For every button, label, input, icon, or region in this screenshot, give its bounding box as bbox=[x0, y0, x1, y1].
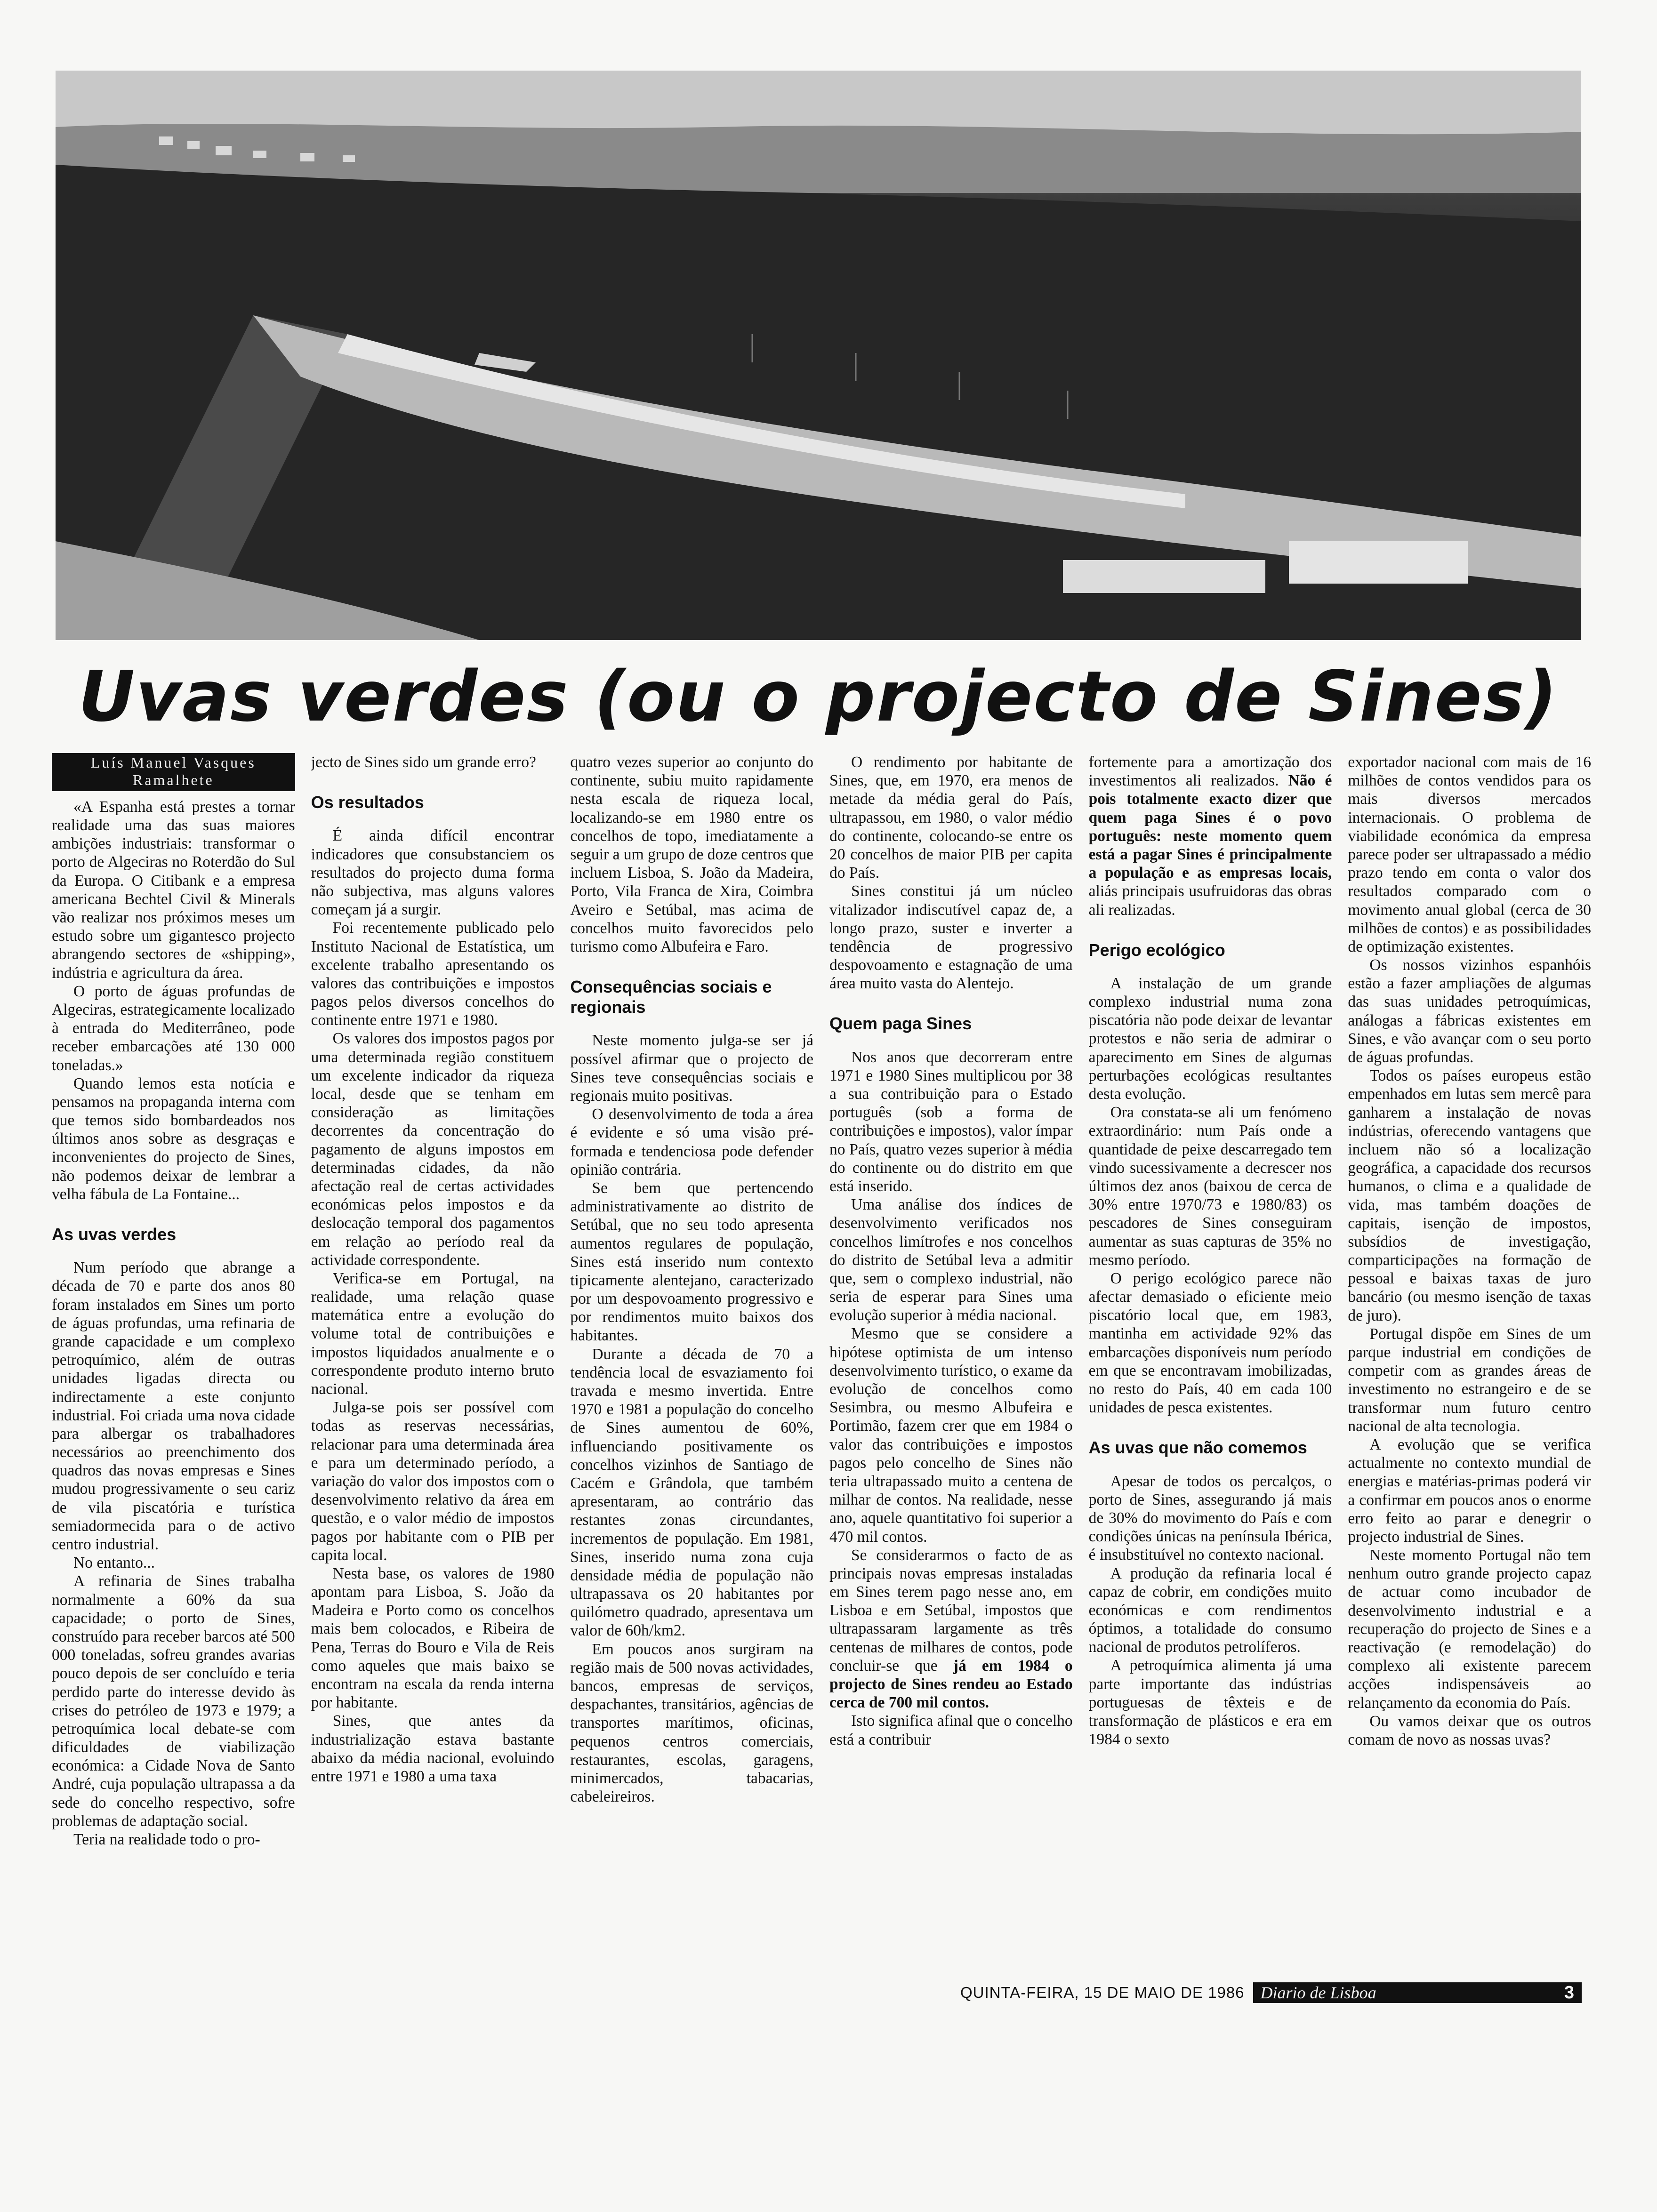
emphasis-text: já em 1984 o projecto de Sines rendeu ao Estado cerca de 700 mil contos. bbox=[829, 1657, 1073, 1712]
article-columns bbox=[52, 753, 1591, 1944]
paragraph: Quando lemos esta notícia e pensamos na propaganda interna com que temos sido bombardeados nos últimos anos sobre as desgraças e inconvenientes do projecto de Sines, não podemos deixar de lembrar a velha fábula de La Fontaine... bbox=[52, 1074, 295, 1203]
section-heading: Perigo ecológico bbox=[1088, 940, 1225, 960]
paragraph: quatro vezes superior ao conjunto do continente, subiu muito rapidamente nesta escala de riqueza local, localizando-se em 1980 entre os concelhos de topo, imediatamente a seguir a um grupo de doze centros que incluem Lisboa, S. João da Madeira, Porto, Vila Franca de Xira, Coimbra Aveiro e Setúbal, mas acima de concelhos muito favorecidos pelo turismo como Albufeira e Faro. bbox=[570, 753, 813, 955]
paragraph: No entanto... bbox=[73, 1554, 155, 1572]
page-footer bbox=[960, 1981, 1582, 2004]
paragraph-text: fortemente para a amortização dos investimentos ali realizados. bbox=[1088, 753, 1332, 790]
paragraph: Se bem que pertencendo administrativamente ao distrito de Setúbal, que no seu todo apresenta aumentos regulares de população, Sines está inserido num contexto tipicamente alentejano, caracterizado por um despovoamento progressivo e por rendimentos muito baixos dos habitantes. bbox=[570, 1179, 813, 1345]
paragraph: É ainda difícil encontrar indicadores que consubstanciem os resultados do projecto duma forma não subjectiva, mas alguns valores começam já a surgir. bbox=[311, 827, 555, 919]
paragraph: Ou vamos deixar que os outros comam de novo as nossas uvas? bbox=[1348, 1712, 1591, 1748]
column-4 bbox=[829, 753, 1073, 1944]
paragraph: Sines constitui já um núcleo vitalizador indiscutível capaz de, a longo prazo, suster e inverter a tendência de progressivo despovoamento e estagnação de uma área muito vasta do Alentejo. bbox=[829, 882, 1073, 993]
paragraph bbox=[829, 1546, 1073, 1712]
paragraph: A instalação de um grande complexo industrial numa zona piscatória não pode deixar de levantar protestos e não seria de admirar o aparecimento em Sines de algumas perturbações ecológicas resultantes desta evolução. bbox=[1088, 974, 1332, 1103]
headline: Uvas verdes (ou o projecto de Sines) bbox=[78, 656, 1558, 737]
paragraph: Num período que abrange a década de 70 e parte dos anos 80 foram instalados em Sines um porto de águas profundas, uma refinaria de grande capacidade e um complexo petroquímico, além de outras unidades ligadas directa ou indirectamente a este conjunto industrial. Foi criada uma nova cidade para albergar os trabalhadores necessários ao preenchimento dos quadros das novas empresas e Sines mudou progressivamente o seu cariz de vila piscatória e turística semiadormecida para o de activo centro industrial. bbox=[52, 1259, 295, 1553]
paragraph: Durante a década de 70 a tendência local de esvaziamento foi travada e mesmo invertida. Entre 1970 e 1981 a população do concelho de Sines aumentou de 60%, influenciando positivamente os concelhos vizinhos de Santiago de Cacém e Grândola, que também apresentaram, ao contrário das restantes zonas circundantes, incrementos de população. Em 1981, Sines, inserido numa zona cuja densidade média de população não ultrapassava os 20 habitantes por quilómetro quadrado, apresentava um valor de 60h/km2. bbox=[570, 1345, 813, 1640]
emphasis-text: Não é pois totalmente exacto dizer que quem paga Sines é o povo português: neste momento quem está a pagar Sines é principalmente a população e as empresas locais, bbox=[1088, 772, 1332, 882]
paragraph bbox=[1089, 753, 1332, 919]
paragraph: Todos os países europeus estão empenhados em lutas sem mercê para ganharem a instalação de novas indústrias, oferecendo vantagens que incluem não só a localização geográfica, a capacidade dos recursos humanos, o clima e a qualidade de vida, mas também doações de capitais, isenção de impostos, subsídios de investigação, comparticipações na formação de pessoal e baixas taxas de juro bancário (ou mesmo isenção de taxas de juro). bbox=[1348, 1067, 1591, 1324]
issue-date: QUINTA-FEIRA, 15 DE MAIO DE 1986 bbox=[960, 1984, 1245, 2001]
paragraph: exportador nacional com mais de 16 milhões de contos vendidos para os mais diversos mercados internacionais. O problema de viabilidade económica da empresa parece poder ser ultrapassado a médio prazo tendo em conta o valor dos resultados comparado com o movimento anual global (cerca de 30 milhões de contos) e as possibilidades de optimização existentes. bbox=[1348, 753, 1591, 955]
paragraph: Teria na realidade todo o pro- bbox=[73, 1831, 260, 1848]
column-1 bbox=[52, 753, 295, 1944]
paragraph: Os nossos vizinhos espanhóis estão a fazer ampliações de algumas das suas unidades petroquímicas, análogas a fábricas existentes em Sines, e vão avançar com o seu porto de águas profundas. bbox=[1348, 956, 1591, 1066]
section-heading: As uvas verdes bbox=[52, 1225, 177, 1244]
section-heading: As uvas que não comemos bbox=[1088, 1438, 1307, 1458]
section-heading: Os resultados bbox=[311, 793, 424, 812]
byline: Luís Manuel Vasques Ramalhete bbox=[52, 753, 295, 791]
column-5 bbox=[1089, 753, 1332, 1944]
paragraph: A evolução que se verifica actualmente no contexto mundial de energias e matérias-primas poderá vir a confirmar em poucos anos o enorme erro feito ao parar e denegrir o projecto industrial de Sines. bbox=[1348, 1435, 1591, 1546]
paragraph: O rendimento por habitante de Sines, que, em 1970, era menos de metade da média geral do País, ultrapassou, em 1980, o valor médio do continente, colocando-se entre os 20 concelhos de maior PIB per capita do País. bbox=[829, 753, 1073, 882]
paragraph: Os valores dos impostos pagos por uma determinada região constituem um excelente indicador da riqueza local, desde que se tenham em consideração as limitações decorrentes da concentração do pagamento de alguns impostos em determinadas cidades, da não afectação real de certas actividades económicas pelos impostos e da deslocação temporal dos pagamentos em relação ao período real da actividade correspondente. bbox=[311, 1030, 555, 1269]
paragraph: Neste momento Portugal não tem nenhum outro grande projecto capaz de actuar como incubador de desenvolvimento industrial e a recuperação do projecto de Sines e a reactivação (e remodelação) do complexo ali existente parecem acções indispensáveis ao relançamento da economia do País. bbox=[1348, 1547, 1591, 1712]
paragraph: Ora constata-se ali um fenómeno extraordinário: num País onde a quantidade de peixe descarregado tem vindo sucessivamente a decrescer nos últimos dez anos (baixou de cerca de 30% entre 1970/73 e 1980/83) os pescadores de Sines conseguiram aumentar as suas capturas de 35% no mesmo período. bbox=[1088, 1104, 1332, 1269]
paragraph: Nos anos que decorreram entre 1971 e 1980 Sines multiplicou por 38 a sua contribuição para o Estado português (sob a forma de contribuições e impostos), valor ímpar no País, quatro vezes superior à média do continente ou do distrito em que está inserido. bbox=[829, 1048, 1073, 1195]
column-2 bbox=[311, 753, 555, 1944]
paragraph: Uma análise dos índices de desenvolvimento verificados nos concelhos limítrofes e nos concelhos do distrito de Setúbal leva a admitir que, sem o complexo industrial, não seria de esperar para Sines uma evolução superior à média nacional. bbox=[829, 1196, 1073, 1324]
paragraph: Nesta base, os valores de 1980 apontam para Lisboa, S. João da Madeira e Porto como os concelhos mais bem colocados, e Ribeira de Pena, Terras do Bouro e Vila de Reis como aqueles que mais baixo se encontram na escala da renda interna por habitante. bbox=[311, 1564, 555, 1712]
harbour-photo bbox=[56, 71, 1581, 640]
paragraph: Portugal dispõe em Sines de um parque industrial em condições de competir com as grandes áreas de investimento no estrangeiro e de se transformar num futuro centro nacional de alta tecnologia. bbox=[1348, 1325, 1591, 1435]
masthead-bar bbox=[1253, 1982, 1582, 2003]
paragraph: A refinaria de Sines trabalha normalmente a 60% da sua capacidade; o porto de Sines, construído para receber barcos até 500 000 toneladas, sofreu grandes avarias pouco depois de ser concluído e teria perdido parte do interesse devido às crises do petróleo de 1973 e 1979; a petroquímica local debate-se com dificuldades de viabilização económica: a Cidade Nova de Santo André, cuja população ultrapassa a da sede do concelho respectivo, sofre problemas de adaptação social. bbox=[52, 1572, 295, 1830]
paragraph: A petroquímica alimenta já uma parte importante das indústrias portuguesas de têxteis e de transformação de plásticos e era em 1984 o sexto bbox=[1088, 1657, 1332, 1748]
paragraph: Apesar de todos os percalços, o porto de Sines, assegurando já mais de 30% do movimento do País e com condições únicas na península Ibérica, é insubstituível no contexto nacional. bbox=[1088, 1472, 1332, 1564]
paragraph: Foi recentemente publicado pelo Instituto Nacional de Estatística, um excelente trabalho apresentando os valores das contribuições e impostos pagos pelos diversos concelhos do continente entre 1971 e 1980. bbox=[311, 919, 555, 1029]
paragraph: Mesmo que se considere a hipótese optimista de um intenso desenvolvimento turístico, o exame da evolução de concelhos como Sesimbra, ou mesmo Albufeira e Portimão, fazem crer que em 1984 o valor das contribuições e impostos pagos pelo concelho de Sines não teria ultrapassado muito a centena de milhar de contos. Na realidade, nesse ano, aquele quantitativo foi superior a 470 mil contos. bbox=[829, 1325, 1073, 1546]
section-heading: Consequências sociais e regionais bbox=[570, 977, 772, 1017]
paragraph: jecto de Sines sido um grande erro? bbox=[311, 753, 536, 771]
paragraph: Neste momento julga-se ser já possível afirmar que o projecto de Sines teve consequências sociais e regionais muito positivas. bbox=[570, 1032, 813, 1105]
paragraph: Verifica-se em Portugal, na realidade, uma relação quase matemática entre a evolução do volume total de contribuições e impostos liquidados anualmente e o correspondente produto interno bruto nacional. bbox=[311, 1269, 555, 1398]
paragraph: O perigo ecológico parece não afectar demasiado o eficiente meio piscatório local que, em 1983, mantinha em actividade 92% das embarcações disponíveis num período em que se encontravam imobilizadas, no resto do País, 40 em cada 100 unidades de pesca existentes. bbox=[1088, 1269, 1332, 1417]
paragraph: Em poucos anos surgiram na região mais de 500 novas actividades, bancos, empresas de serviços, despachantes, transitários, agências de transportes marítimos, oficinas, pequenos centros comerciais, restaurantes, escolas, garagens, minimercados, tabacarias, cabeleireiros. bbox=[570, 1640, 813, 1806]
column-6 bbox=[1348, 753, 1591, 1944]
paragraph-text: aliás principais usufruidoras das obras ali realizadas. bbox=[1088, 882, 1332, 919]
column-3 bbox=[570, 753, 813, 1944]
paragraph: O desenvolvimento de toda a área é evidente e só uma visão pré-formada e tendenciosa pode defender opinião contrária. bbox=[570, 1106, 813, 1178]
paragraph: Sines, que antes da industrialização estava bastante abaixo da média nacional, evoluindo entre 1971 e 1980 a uma taxa bbox=[311, 1712, 555, 1785]
paragraph: Julga-se pois ser possível com todas as reservas necessárias, relacionar para uma determinada área e para um determinado período, a variação do valor dos impostos com o desenvolvimento relativo da área em questão, e o valor médio de impostos pagos por habitante com o PIB per capita local. bbox=[311, 1399, 555, 1564]
harbour-photo-drawing bbox=[56, 71, 1581, 640]
section-heading: Quem paga Sines bbox=[829, 1014, 972, 1034]
masthead: Diario de Lisboa bbox=[1260, 1983, 1376, 2002]
paragraph: Isto significa afinal que o concelho está a contribuir bbox=[829, 1712, 1073, 1748]
paragraph: O porto de águas profundas de Algeciras, estrategicamente localizado à entrada do Mediterrâneo, pode receber embarcações até 130 000 toneladas.» bbox=[52, 982, 295, 1074]
paragraph: A produção da refinaria local é capaz de cobrir, em condições muito económicas e com rendimentos óptimos, a totalidade do consumo nacional de produtos petrolíferos. bbox=[1088, 1564, 1332, 1656]
paragraph-text: Se considerarmos o facto de as principais novas empresas instaladas em Sines terem pago nesse ano, em Lisboa e em Setúbal, impostos que ultrapassaram largamente as três centenas de milhares de contos, pode concluir-se que bbox=[829, 1546, 1073, 1675]
paragraph: «A Espanha está prestes a tornar realidade uma das suas maiores ambições industriais: transformar o porto de Algeciras no Roterdão do Sul da Europa. O Citibank e a empresa americana Bechtel Civil & Minerals vão realizar nos próximos meses um estudo sobre um gigantesco projecto abrangendo sectores de «shipping», indústria e agricultura da área. bbox=[52, 798, 295, 982]
page-number: 3 bbox=[1564, 1983, 1574, 2003]
